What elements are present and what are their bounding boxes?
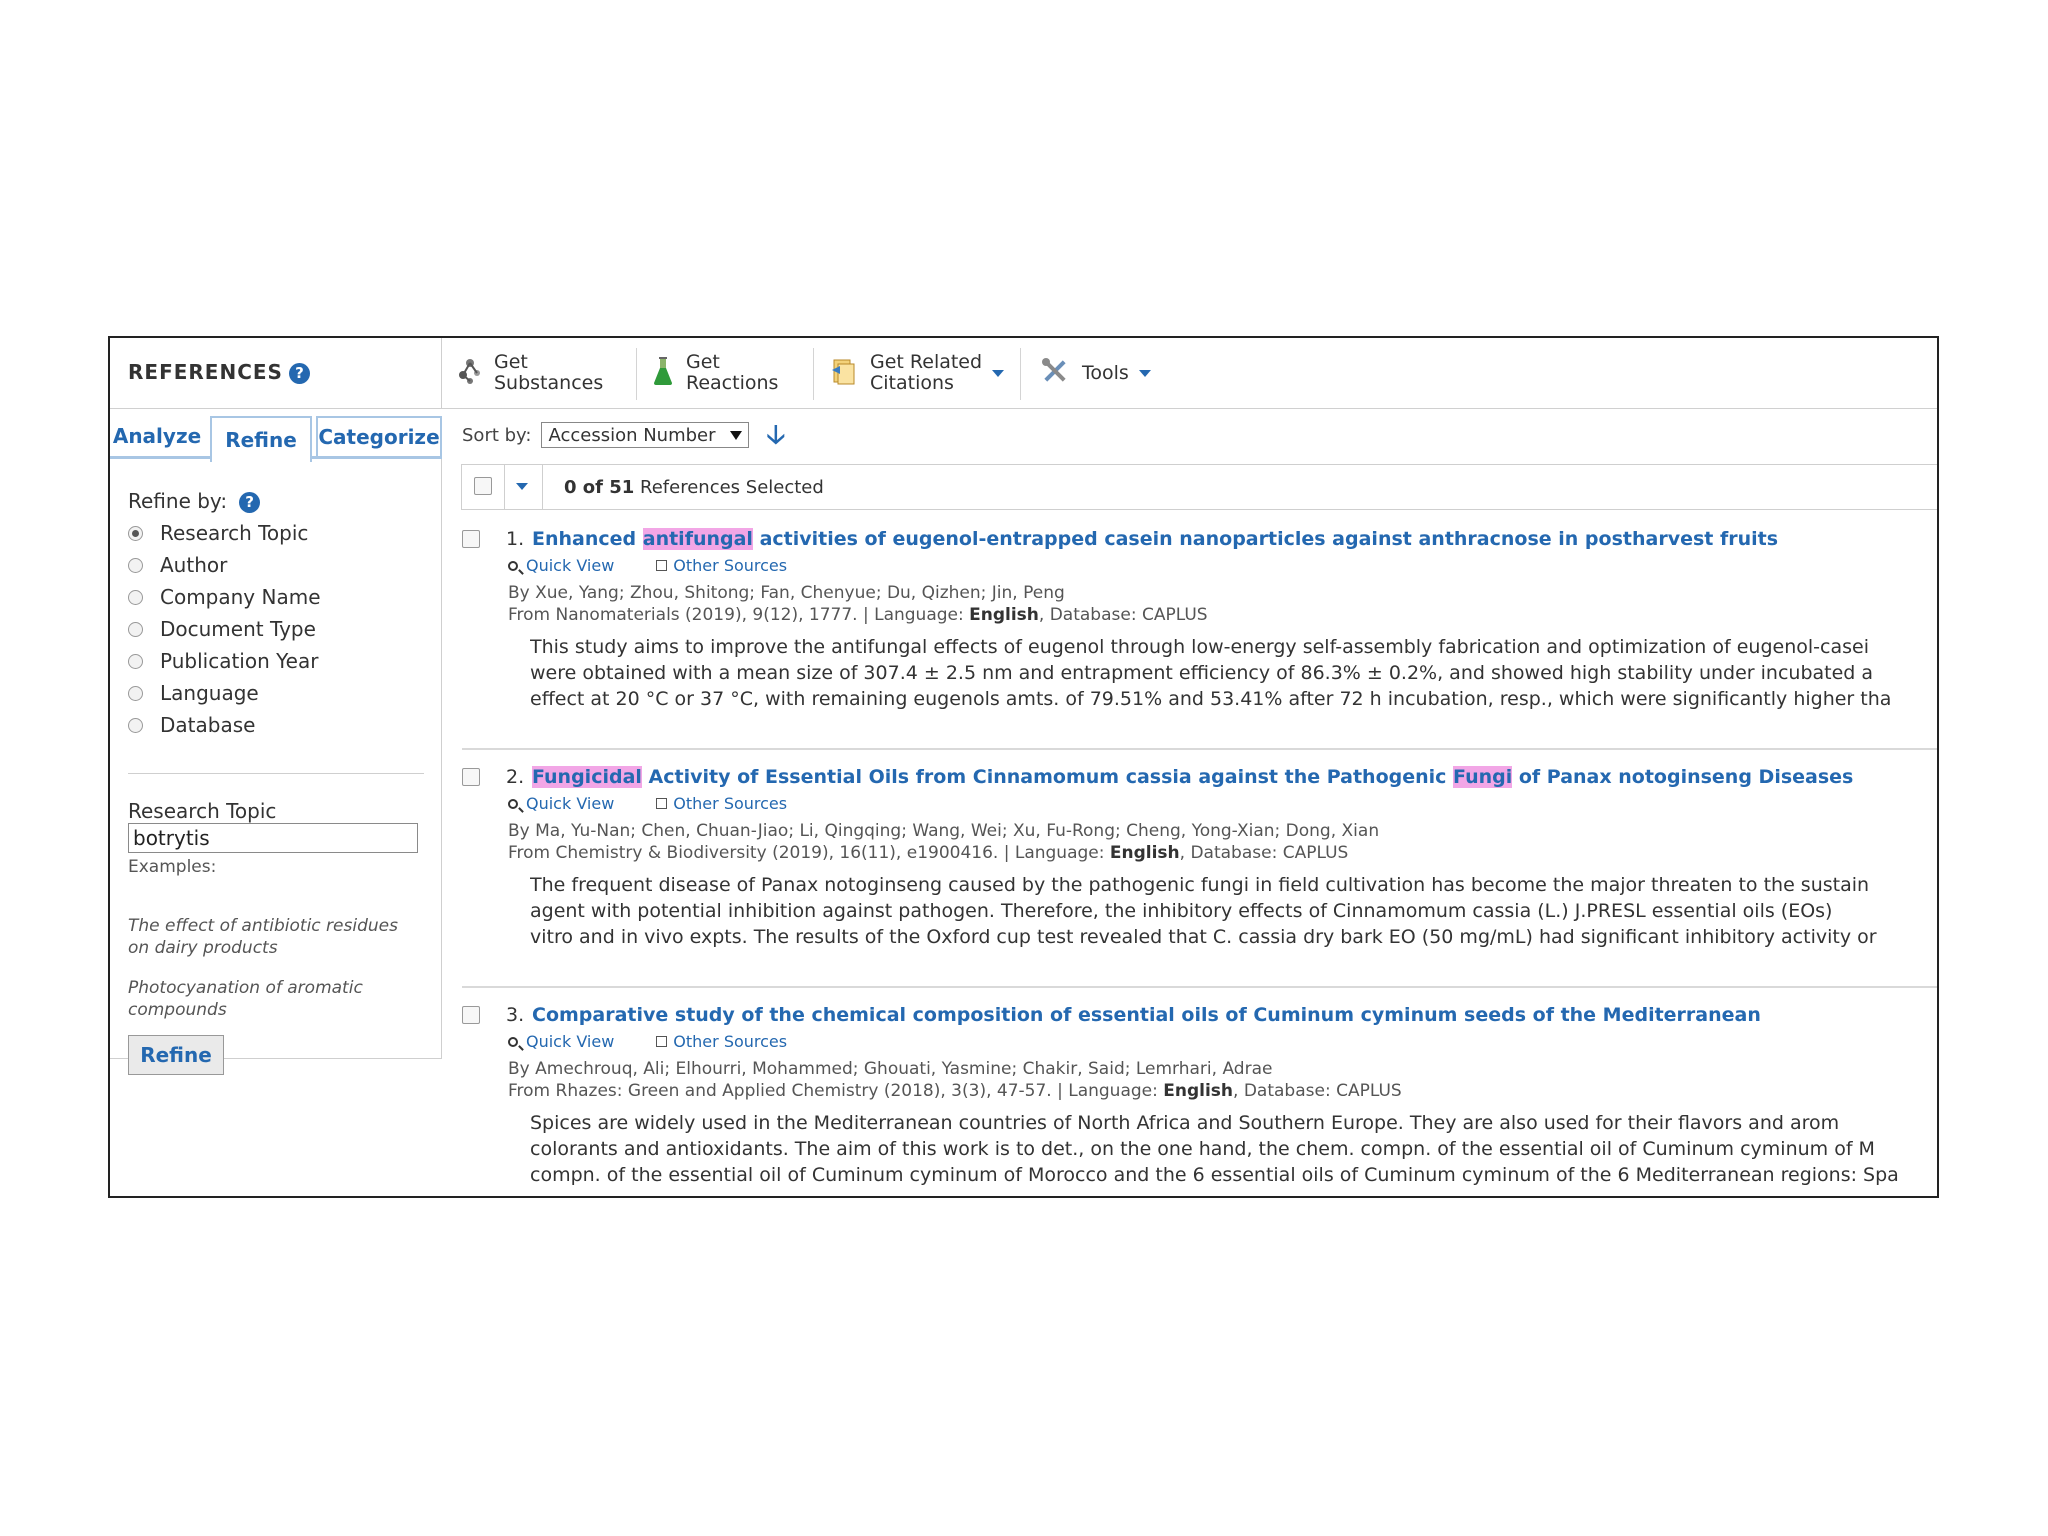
radio-icon[interactable]: [128, 622, 143, 637]
radio-icon[interactable]: [128, 718, 143, 733]
abstract-line: compn. of the essential oil of Cuminum cyminum of Morocco and the 6 essential oils of Cuminum cyminum of the 6 Mediterranean regions: Spa: [530, 1164, 1899, 1186]
get-related-citations-button[interactable]: [830, 338, 1004, 408]
selection-bar: [461, 464, 1937, 510]
selection-count-number: 0 of 51: [564, 477, 635, 498]
radio-company-name[interactable]: [128, 585, 321, 609]
reference-checkbox[interactable]: [462, 530, 480, 548]
quick-view-link[interactable]: [508, 556, 614, 575]
divider: [542, 465, 543, 509]
refine-button[interactable]: Refine: [128, 1035, 224, 1075]
reference-abstract: [530, 872, 1937, 950]
tab-categorize[interactable]: Categorize: [316, 416, 442, 456]
quick-view-link[interactable]: [508, 794, 614, 813]
abstract-line: This study aims to improve the antifungal effects of eugenol through low-energy self-assembly fabrication and optimization of eugenol-casei: [530, 636, 1869, 658]
language-value: English: [969, 605, 1039, 625]
divider: [504, 465, 505, 509]
selection-count: [564, 477, 824, 498]
other-sources-link[interactable]: [656, 1032, 787, 1051]
source-text: From Nanomaterials (2019), 9(12), 1777. | Language:: [508, 605, 970, 625]
search-icon: [508, 799, 518, 809]
radio-document-type[interactable]: [128, 617, 316, 641]
reference-abstract: [530, 634, 1937, 712]
tools-button[interactable]: [1040, 338, 1151, 408]
title-part: activities of eugenol-entrapped casein nanoparticles against anthracnose in postharvest fruits: [752, 528, 1779, 550]
title-part: Enhanced: [532, 528, 643, 550]
radio-icon[interactable]: [128, 590, 143, 605]
header-bar: [110, 338, 1937, 409]
radio-author[interactable]: [128, 553, 227, 577]
sort-bar: [462, 422, 785, 448]
citations-icon: [830, 356, 858, 391]
reference-meta: [508, 582, 1208, 626]
radio-icon[interactable]: [128, 686, 143, 701]
external-link-icon: [656, 1036, 667, 1047]
radio-label: Language: [160, 681, 259, 705]
tools-label: Tools: [1082, 361, 1129, 384]
radio-label: Company Name: [160, 585, 321, 609]
left-tabs: [110, 416, 442, 459]
get-reactions-label1: Get: [686, 351, 720, 373]
example-text: Photocyanation of aromatic compounds: [128, 978, 363, 1020]
reference-title[interactable]: Comparative study of the chemical composition of essential oils of Cuminum cyminum seeds of the Mediterranean: [532, 1004, 1761, 1026]
radio-language[interactable]: [128, 681, 259, 705]
abstract-line: were obtained with a mean size of 307.4 ± 2.5 nm and entrapment efficiency of 86.3% ± 0.2%, and showed high stability under incubated a: [530, 662, 1874, 684]
get-reactions-button[interactable]: [652, 338, 778, 408]
refine-by-text: Refine by:: [128, 489, 228, 513]
reference-number: 1.: [506, 528, 525, 550]
other-sources-label: Other Sources: [673, 794, 788, 813]
radio-publication-year[interactable]: [128, 649, 318, 673]
title-highlight: Fungicidal: [532, 766, 642, 788]
other-sources-label: Other Sources: [673, 556, 788, 575]
radio-icon[interactable]: [128, 654, 143, 669]
get-substances-label1: Get: [494, 351, 528, 373]
reference-meta: [508, 1058, 1402, 1102]
help-icon[interactable]: ?: [289, 363, 310, 384]
abstract-line: effect at 20 °C or 37 °C, with remaining eugenols amts. of 79.51% and 53.41% after 72 h incubation, resp., which were significantly higher tha: [530, 688, 1892, 710]
divider: [462, 748, 1937, 750]
external-link-icon: [656, 798, 667, 809]
get-substances-label2: Substances: [494, 372, 604, 394]
title-highlight: antifungal: [642, 528, 753, 550]
reference-links: [508, 794, 829, 813]
reference-source: [508, 1080, 1402, 1102]
search-icon: [508, 1037, 518, 1047]
reference-authors: By Amechrouq, Ali; Elhourri, Mohammed; Ghouati, Yasmine; Chakir, Said; Lemrhari, Adrae: [508, 1059, 1273, 1079]
sort-label: Sort by:: [462, 424, 532, 446]
radio-label: Publication Year: [160, 649, 319, 673]
divider: [462, 986, 1937, 988]
quick-view-link[interactable]: [508, 1032, 614, 1051]
sort-select-value: Accession Number: [548, 424, 716, 446]
chevron-down-icon: [1139, 370, 1151, 377]
get-reactions-label2: Reactions: [686, 372, 779, 394]
get-related-label1: Get Related: [870, 351, 983, 373]
external-link-icon: [656, 560, 667, 571]
abstract-line: Spices are widely used in the Mediterranean countries of North Africa and Southern Europe. They are also used for their flavors and arom: [530, 1112, 1840, 1134]
reference-title[interactable]: [532, 528, 1778, 550]
radio-label: Document Type: [160, 617, 316, 641]
get-substances-button[interactable]: [458, 338, 603, 408]
radio-label: Author: [160, 553, 228, 577]
abstract-line: The frequent disease of Panax notoginseng caused by the pathogenic fungi in field cultivation has become the major threaten to the sustain: [530, 874, 1870, 896]
toolbar-divider: [813, 348, 814, 400]
radio-database[interactable]: [128, 713, 255, 737]
radio-research-topic[interactable]: [128, 521, 308, 545]
sort-descending-icon[interactable]: 🡣: [766, 420, 786, 450]
database-text: , Database: CAPLUS: [1179, 843, 1349, 863]
radio-selected-icon[interactable]: [128, 526, 143, 541]
title-highlight: Fungi: [1453, 766, 1513, 788]
reference-checkbox[interactable]: [462, 1006, 480, 1024]
reference-number: 2.: [506, 766, 525, 788]
quick-view-label: Quick View: [526, 794, 615, 813]
tools-icon: [1040, 356, 1070, 391]
chevron-down-icon: [992, 370, 1004, 377]
selection-count-suffix: References Selected: [634, 477, 824, 498]
source-text: From Chemistry & Biodiversity (2019), 16(11), e1900416. | Language:: [508, 843, 1110, 863]
source-text: From Rhazes: Green and Applied Chemistry (2018), 3(3), 47-57. | Language:: [508, 1081, 1164, 1101]
substance-icon: [458, 357, 482, 390]
other-sources-link[interactable]: [656, 556, 787, 575]
chevron-down-icon[interactable]: [516, 483, 528, 490]
database-text: , Database: CAPLUS: [1038, 605, 1208, 625]
radio-label: Database: [160, 713, 256, 737]
reference-checkbox[interactable]: [462, 768, 480, 786]
reference-number: 3.: [506, 1004, 525, 1026]
reference-authors: By Xue, Yang; Zhou, Shitong; Fan, Chenyue; Du, Qizhen; Jin, Peng: [508, 583, 1065, 603]
toolbar-divider: [1020, 348, 1021, 400]
other-sources-label: Other Sources: [673, 1032, 788, 1051]
language-value: English: [1163, 1081, 1234, 1101]
tab-refine[interactable]: Refine: [210, 416, 312, 462]
chevron-down-icon: [730, 431, 742, 440]
reference-abstract: [530, 1110, 1937, 1188]
page-title-text: REFERENCES: [128, 360, 283, 384]
reference-authors: By Ma, Yu-Nan; Chen, Chuan-Jiao; Li, Qingqing; Wang, Wei; Xu, Fu-Rong; Cheng, Yong-Xian; Dong, Xian: [508, 821, 1380, 841]
reference-meta: [508, 820, 1379, 864]
title-part: Activity of Essential Oils from Cinnamomum cassia against the Pathogenic: [641, 766, 1454, 788]
help-icon[interactable]: ?: [239, 492, 260, 513]
page-title: [110, 338, 442, 408]
get-related-label2: Citations: [870, 372, 954, 394]
title-part: of Panax notoginseng Diseases: [1512, 766, 1854, 788]
reference-links: [508, 556, 829, 575]
example-text: The effect of antibiotic residues on dairy products: [128, 916, 398, 958]
radio-label: Research Topic: [160, 521, 309, 545]
abstract-line: colorants and antioxidants. The aim of this work is to det., on the one hand, the chem. compn. of the essential oil of Cuminum cyminum of M: [530, 1138, 1875, 1160]
reference-links: [508, 1032, 829, 1051]
search-icon: [508, 561, 518, 571]
quick-view-label: Quick View: [526, 1032, 615, 1051]
refine-panel: [110, 459, 442, 1067]
reference-source: [508, 842, 1379, 864]
examples-label: Examples:: [128, 857, 217, 877]
references-panel: [108, 336, 1939, 1198]
radio-icon[interactable]: [128, 558, 143, 573]
flask-icon: [652, 356, 674, 391]
refine-by-label: [128, 489, 260, 513]
select-all-checkbox[interactable]: [474, 477, 492, 495]
sort-select[interactable]: [541, 422, 748, 448]
other-sources-link[interactable]: [656, 794, 787, 813]
divider: [128, 773, 424, 774]
research-topic-label: Research Topic: [128, 799, 277, 823]
quick-view-label: Quick View: [526, 556, 615, 575]
abstract-line: vitro and in vivo expts. The results of the Oxford cup test revealed that C. cassia dry bark EO (50 mg/mL) had significant inhibitory activity or: [530, 926, 1877, 948]
abstract-line: agent with potential inhibition against pathogen. Therefore, the inhibitory effects of Cinnamomum cassia (L.) J.PRESL essential oils (EOs): [530, 900, 1833, 922]
language-value: English: [1109, 843, 1180, 863]
reference-title[interactable]: [532, 766, 1853, 788]
research-topic-input[interactable]: [128, 823, 418, 853]
reference-source: [508, 604, 1208, 626]
toolbar-divider: [636, 348, 637, 400]
database-text: , Database: CAPLUS: [1233, 1081, 1402, 1101]
tab-analyze[interactable]: Analyze: [112, 424, 202, 448]
